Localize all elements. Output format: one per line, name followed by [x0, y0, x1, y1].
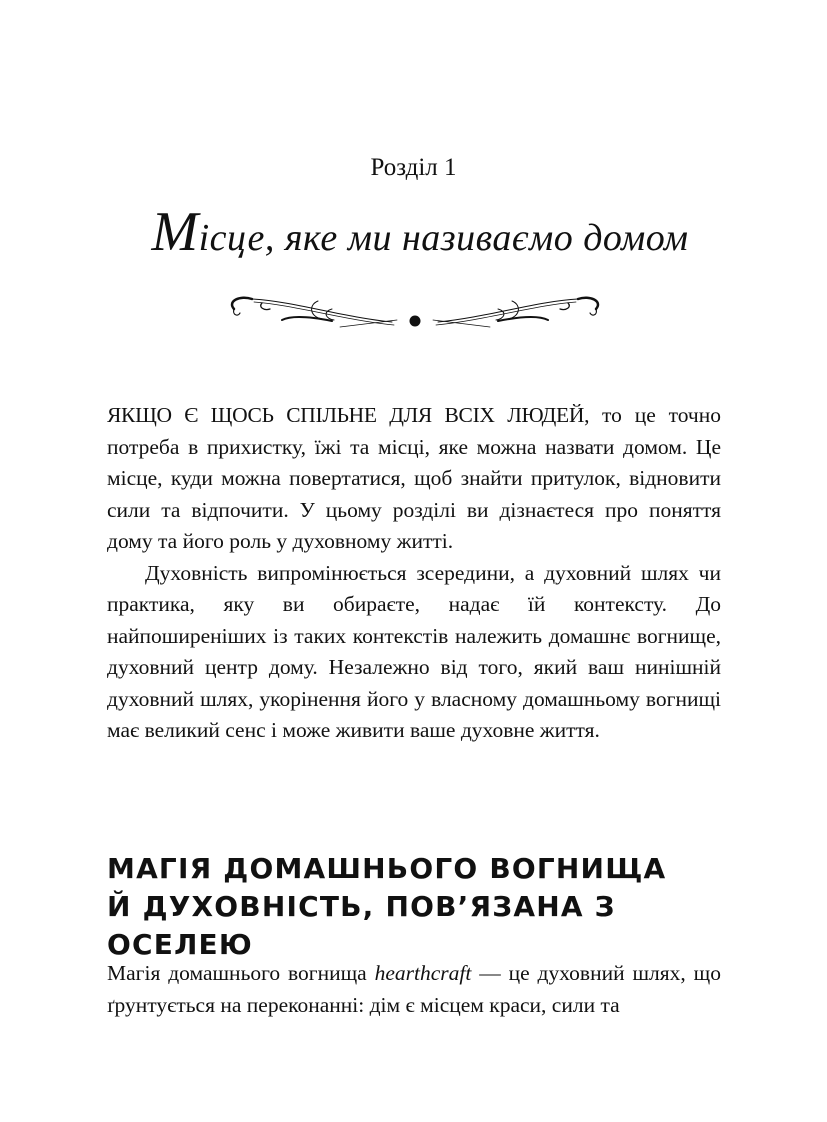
- flourish-divider-icon: [222, 287, 608, 333]
- intro-paragraph-2: Духовність випромінюється зсередини, а духовний шлях чи практика, яку ви обираєте, надає їй контексту. До найпоширеніших із таких контекстів належить домашнє вогнище, духовний центр дому. Незалежно від того, який ваш нинішній духовний шлях, укорінення його у власному домашньому вогнищі має великий сенс і може живити ваше духовне життя.: [107, 560, 721, 742]
- intro-paragraph-1-rest: то це точно потреба в прихистку, їжі та місці, яке можна назвати домом. Це місце, куди можна повертатися, щоб знайти притулок, відновити сили та відпочити. У цьому розділі ви дізнаєтеся про поняття дому та його роль у духовному житті.: [107, 403, 721, 553]
- intro-text: [107, 400, 721, 747]
- chapter-number: Розділ 1: [370, 154, 457, 181]
- section-paragraph-1: [107, 958, 721, 1021]
- section-heading-line-2: Й ДУХОВНІСТЬ, ПОВ’ЯЗАНА З ОСЕЛЕЮ: [107, 890, 616, 961]
- chapter-title: [150, 200, 690, 264]
- term-hearthcraft: hearthcraft: [374, 961, 472, 985]
- intro-paragraph-1: [107, 400, 721, 558]
- intro-lead-caps: ЯКЩО Є ЩОСЬ СПІЛЬНЕ ДЛЯ ВСІХ ЛЮДЕЙ,: [107, 403, 590, 427]
- chapter-title-rest: ісце, яке ми називаємо домом: [198, 217, 689, 259]
- section-paragraph-start: Магія домашнього вогнища: [107, 961, 375, 985]
- section-heading: [107, 850, 747, 964]
- section-body-text: [107, 958, 721, 1021]
- chapter-title-initial: М: [151, 201, 199, 263]
- section-heading-line-1: МАГІЯ ДОМАШНЬОГО ВОГНИЩА: [107, 852, 667, 885]
- section-paragraph-rest: — це духовний шлях, що ґрунтується на переконанні: дім є місцем краси, сили та: [107, 961, 721, 1017]
